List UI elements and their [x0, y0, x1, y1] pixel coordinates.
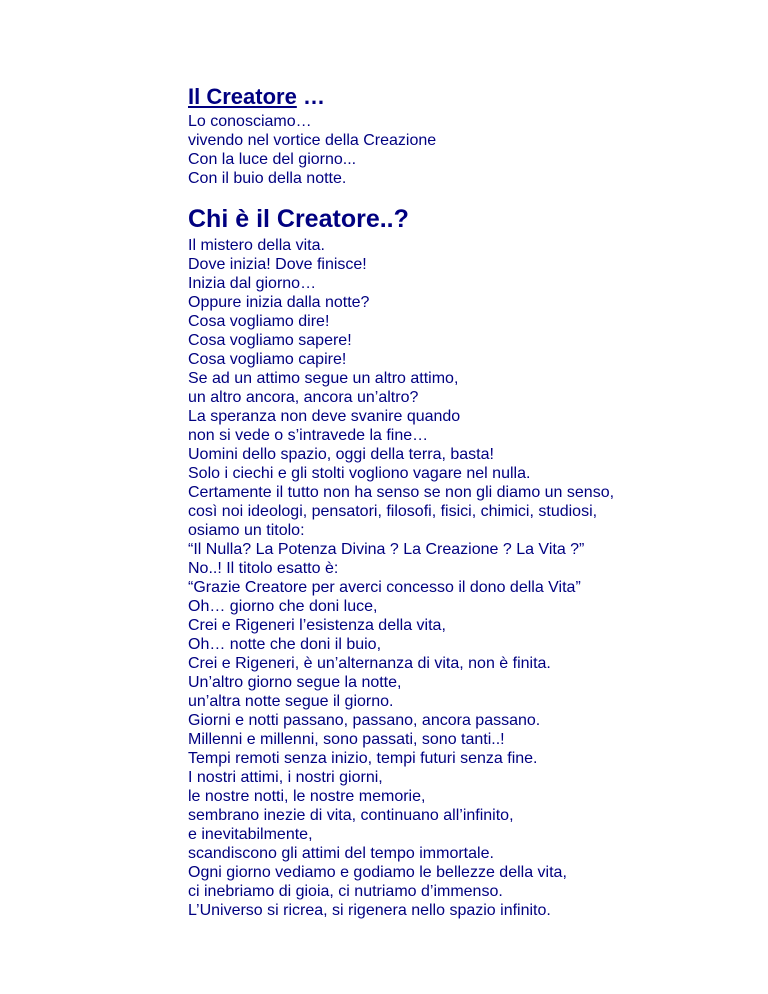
text-line: La speranza non deve svanire quando: [188, 408, 461, 425]
text-line: Certamente il tutto non ha senso se non gli diamo un senso,: [188, 484, 615, 501]
text-line: Crei e Rigeneri, è un’alternanza di vita, non è finita.: [188, 655, 551, 672]
text-line: Millenni e millenni, sono passati, sono tanti..!: [188, 731, 505, 748]
text-line: Cosa vogliamo dire!: [188, 313, 330, 330]
text-line: “Grazie Creatore per averci concesso il dono della Vita”: [188, 579, 581, 596]
section2-lines: [188, 236, 748, 920]
text-line: Dove inizia! Dove finisce!: [188, 256, 367, 273]
text-line: Con il buio della notte.: [188, 170, 347, 187]
section1-title-suffix: …: [296, 84, 325, 109]
text-line: L’Universo si ricrea, si rigenera nello spazio infinito.: [188, 902, 551, 919]
text-line: Tempi remoti senza inizio, tempi futuri senza fine.: [188, 750, 538, 767]
text-line: ci inebriamo di gioia, ci nutriamo d’immenso.: [188, 883, 503, 900]
text-line: Oh… notte che doni il buio,: [188, 636, 382, 653]
section2-title: Chi è il Creatore..?: [188, 205, 409, 233]
text-line: No..! Il titolo esatto è:: [188, 560, 339, 577]
section1-lines: [188, 112, 748, 188]
text-line: Con la luce del giorno...: [188, 151, 357, 168]
text-line: scandiscono gli attimi del tempo immortale.: [188, 845, 494, 862]
text-line: “Il Nulla? La Potenza Divina ? La Creazione ? La Vita ?”: [188, 541, 585, 558]
text-line: sembrano inezie di vita, continuano all’infinito,: [188, 807, 514, 824]
text-line: non si vede o s’intravede la fine…: [188, 427, 429, 444]
text-line: Lo conosciamo…: [188, 113, 312, 130]
text-line: Cosa vogliamo capire!: [188, 351, 347, 368]
text-line: Giorni e notti passano, passano, ancora passano.: [188, 712, 541, 729]
text-line: un altro ancora, ancora un’altro?: [188, 389, 419, 406]
text-line: un’altra notte segue il giorno.: [188, 693, 394, 710]
text-line: e inevitabilmente,: [188, 826, 313, 843]
section1-title: [188, 84, 748, 110]
text-line: Oh… giorno che doni luce,: [188, 598, 378, 615]
text-line: I nostri attimi, i nostri giorni,: [188, 769, 383, 786]
text-line: Solo i ciechi e gli stolti vogliono vagare nel nulla.: [188, 465, 531, 482]
text-line: vivendo nel vortice della Creazione: [188, 132, 437, 149]
section1-title-underlined: Il Creatore: [188, 84, 297, 109]
text-line: Crei e Rigeneri l’esistenza della vita,: [188, 617, 446, 634]
text-line: Uomini dello spazio, oggi della terra, basta!: [188, 446, 494, 463]
text-line: Ogni giorno vediamo e godiamo le bellezze della vita,: [188, 864, 567, 881]
document-page: [188, 84, 748, 920]
text-line: osiamo un titolo:: [188, 522, 305, 539]
text-line: Un’altro giorno segue la notte,: [188, 674, 402, 691]
text-line: Se ad un attimo segue un altro attimo,: [188, 370, 459, 387]
text-line: così noi ideologi, pensatori, filosofi, fisici, chimici, studiosi,: [188, 503, 598, 520]
text-line: Il mistero della vita.: [188, 237, 325, 254]
text-line: Inizia dal giorno…: [188, 275, 317, 292]
text-line: Cosa vogliamo sapere!: [188, 332, 352, 349]
text-line: Oppure inizia dalla notte?: [188, 294, 370, 311]
text-line: le nostre notti, le nostre memorie,: [188, 788, 426, 805]
